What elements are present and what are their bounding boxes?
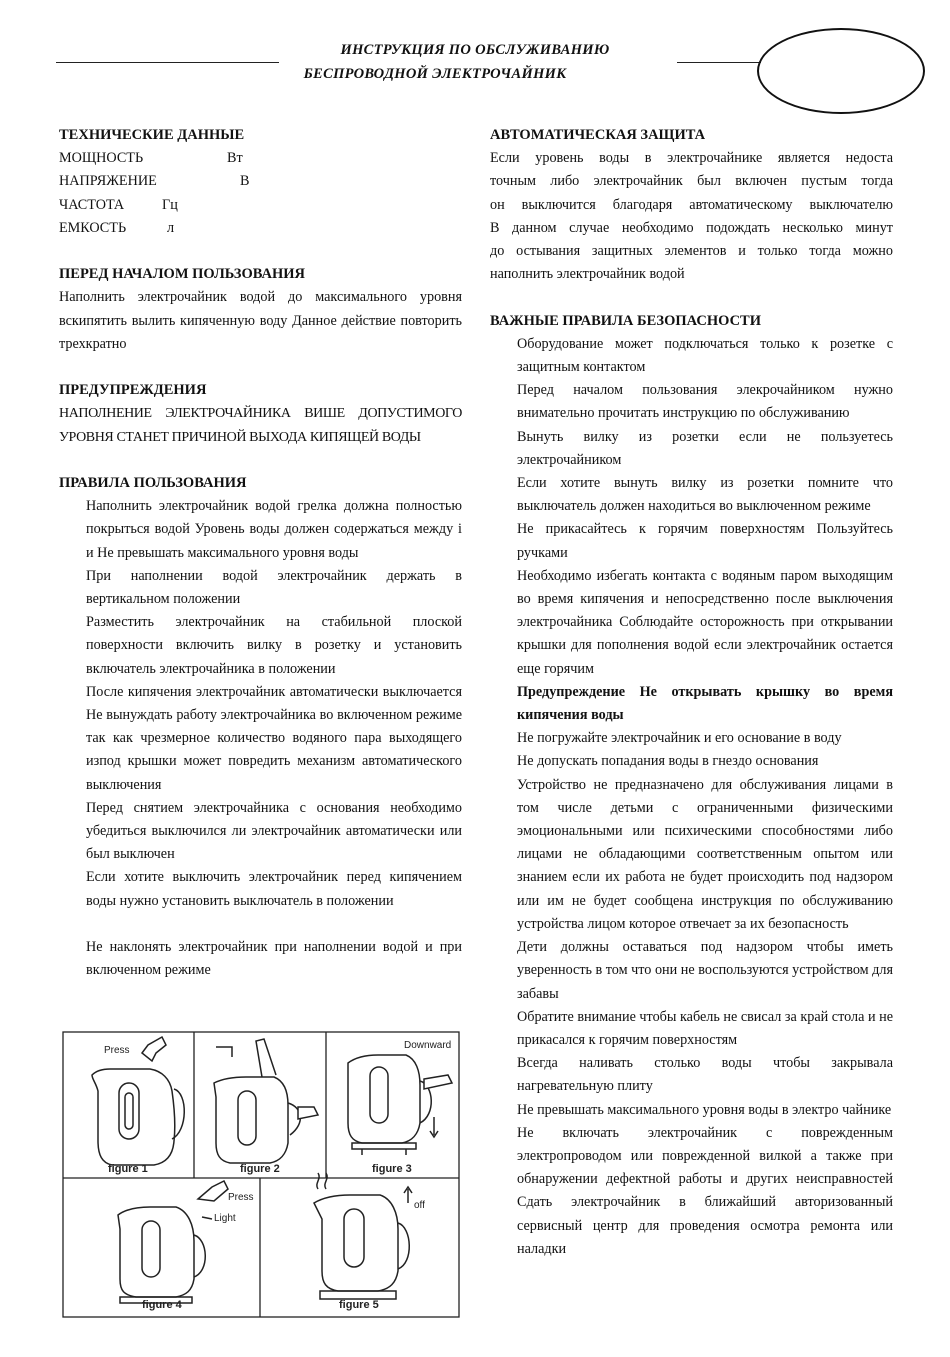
before-use-text: Наполнить электрочайник водой до максимального уровня вскипятить вылить кипяченную воду Данное действие повторить трехкратно — [59, 289, 462, 352]
figure-caption: figure 1 — [108, 1163, 148, 1175]
kettle-figure-5-icon — [314, 1173, 412, 1299]
warnings-heading: ПРЕДУПРЕЖДЕНИЯ — [59, 382, 207, 399]
logo-oval — [757, 28, 925, 114]
tech-row — [59, 170, 462, 193]
auto-protection-text — [490, 147, 893, 286]
auto-protection-line: наполнить электрочайник водой — [490, 266, 685, 283]
tech-label: ЧАСТОТА — [59, 196, 125, 213]
safety-item: Не допускать попадания воды в гнездо основания — [517, 753, 819, 770]
safety-item: Необходимо избегать контакта с водяным паром выходящим во время кипячения и непосредственно после выключения электрочайника Соблюдайте осторожность при открывании крышки для пополнения водой если электрочайник остается еще горячим — [517, 567, 893, 677]
safety-item: Оборудование может подключаться только к розетке с защитным контактом — [517, 335, 893, 376]
figure-caption: figure 5 — [339, 1299, 379, 1311]
tech-unit: В — [240, 173, 250, 190]
tech-row — [59, 217, 462, 240]
fig4-press-label: Press — [228, 1192, 254, 1203]
safety-item: Вынуть вилку из розетки если не пользуетесь электрочайником — [517, 428, 893, 468]
safety-item: Дети должны оставаться под надзором чтобы иметь уверенность в том что они не воспользуются устройством для забавы — [517, 939, 893, 1002]
safety-item: Не погружайте электрочайник и его основание в воду — [517, 730, 842, 747]
before-use-heading: ПЕРЕД НАЧАЛОМ ПОЛЬЗОВАНИЯ — [59, 266, 305, 283]
figure-caption: figure 3 — [372, 1163, 412, 1175]
rule-item: Разместить электрочайник на стабильной плоской поверхности включить вилку в розетку и установить включатель электрочайника в положении — [86, 614, 462, 677]
warnings-text: НАПОЛНЕНИЕ ЭЛЕКТРОЧАЙНИКА ВИШЕ ДОПУСТИМОГО УРОВНЯ СТАНЕТ ПРИЧИНОЙ ВЫХОДА КИПЯЩЕЙ ВОДЫ — [59, 406, 462, 445]
fig1-press-label: Press — [104, 1045, 130, 1056]
safety-item: Всегда наливать столько воды чтобы закрывала нагревательную плиту — [517, 1055, 893, 1095]
rules-heading: ПРАВИЛА ПОЛЬЗОВАНИЯ — [59, 475, 247, 491]
auto-protection-line: В данном случае необходимо подождать несколько минут — [490, 219, 893, 236]
auto-protection-line: Если уровень воды в электрочайнике является недоста — [490, 150, 893, 167]
right-column — [490, 124, 893, 1261]
kettle-figure-3-icon — [348, 1055, 452, 1155]
kettle-figure-4-icon — [118, 1181, 228, 1303]
fig3-downward-label: Downward — [404, 1040, 452, 1051]
tech-row — [59, 147, 462, 170]
header-rule-right — [677, 62, 761, 63]
tech-label: НАПРЯЖЕНИЕ — [59, 173, 157, 190]
rule-item: Наполнить электрочайник водой грелка должна полностью покрыться водой Уровень воды должен содержаться между i и Не превышать максимального уровня воды — [86, 498, 462, 561]
figure-caption: figure 2 — [240, 1163, 280, 1175]
fig4-light-label: Light — [214, 1213, 236, 1224]
figures-panel — [62, 1031, 460, 1318]
tech-label: МОЩНОСТЬ — [59, 150, 144, 167]
safety-item: Если хотите вынуть вилку из розетки помните что выключатель должен находиться во выключенном режиме — [517, 475, 893, 515]
document-title-line2: БЕСПРОВОДНОЙ ЭЛЕКТРОЧАЙНИК — [303, 66, 567, 82]
rule-item: Перед снятием электрочайника с основания необходимо убедиться выключился ли электрочайник автоматически или был выключен — [86, 799, 462, 863]
fig5-off-label: off — [414, 1200, 425, 1211]
document-title-line1: ИНСТРУКЦИЯ ПО ОБСЛУЖИВАНИЮ — [340, 42, 610, 58]
rule-item: После кипячения электрочайник автоматически выключается Не вынуждать работу электрочайника во включенном режиме так как чрезмерное количество водяного пара выходящего изпод крышки может повредить механизм автоматического выключения — [86, 683, 462, 793]
rule-item: При наполнении водой электрочайник держать в вертикальном положении — [86, 567, 462, 608]
header-rule-left — [56, 62, 279, 63]
tech-unit: Гц — [162, 196, 178, 213]
safety-item: Обратите внимание чтобы кабель не свисал за край стола и не прикасался к горячим поверхностям — [517, 1008, 893, 1048]
safety-item: Не превышать максимального уровня воды в электро чайнике — [517, 1101, 892, 1118]
auto-protection-line: он выключится благодаря автоматическому выключателю — [490, 196, 893, 213]
safety-item: Перед началом пользования элекрочайником нужно внимательно прочитать инструкцию по обслуживанию — [517, 382, 893, 422]
safety-bold-warning: Предупреждение Не открывать крышку во время кипячения воды — [517, 683, 893, 724]
tech-heading: ТЕХНИЧЕСКИЕ ДАННЫЕ — [59, 127, 245, 143]
left-column — [59, 124, 462, 982]
tech-unit: л — [167, 219, 175, 236]
figure-caption: figure 4 — [142, 1299, 182, 1311]
tech-unit: Вт — [227, 150, 243, 167]
tech-row — [59, 194, 462, 217]
kettle-figure-1-icon — [92, 1037, 184, 1165]
safety-item: Не прикасайтесь к горячим поверхностям Пользуйтесь ручками — [517, 521, 893, 561]
safety-item: Устройство не предназначено для обслуживания лицами в том числе детьми с ограниченными физическими эмоциональными или психическими способностями либо лицами не обладающими соответственным опытом или знанием если их работа не будет происходить под надзором или им не будет сообщена инструкция по обслуживанию устройства лицом которое отвечает за их безопасность — [517, 776, 893, 932]
tech-label: ЕМКОСТЬ — [59, 219, 127, 236]
auto-protection-line: точным либо электрочайник был включен пустым тогда — [490, 173, 893, 190]
safety-item: Не включать электрочайник с поврежденным электропроводом или поврежденной вилкой а также при обнаружении дефектной работы и других неисправностей Сдать электрочайник в ближайший авторизованный сервисный центр для проведения осмотра ремонта или наладки — [517, 1124, 893, 1257]
auto-protection-heading: АВТОМАТИЧЕСКАЯ ЗАЩИТА — [490, 127, 706, 143]
kettle-figure-2-icon — [214, 1039, 318, 1163]
safety-heading: ВАЖНЫЕ ПРАВИЛА БЕЗОПАСНОСТИ — [490, 312, 762, 329]
figures-drawing — [62, 1031, 460, 1318]
auto-protection-line: до остывания защитных элементов и только тогда можно — [490, 243, 893, 260]
rule-item: Если хотите выключить электрочайник перед кипячением воды нужно установить выключатель в положении — [86, 869, 462, 909]
tilt-note: Не наклонять электрочайник при наполнении водой и при включенном режиме — [86, 939, 462, 979]
